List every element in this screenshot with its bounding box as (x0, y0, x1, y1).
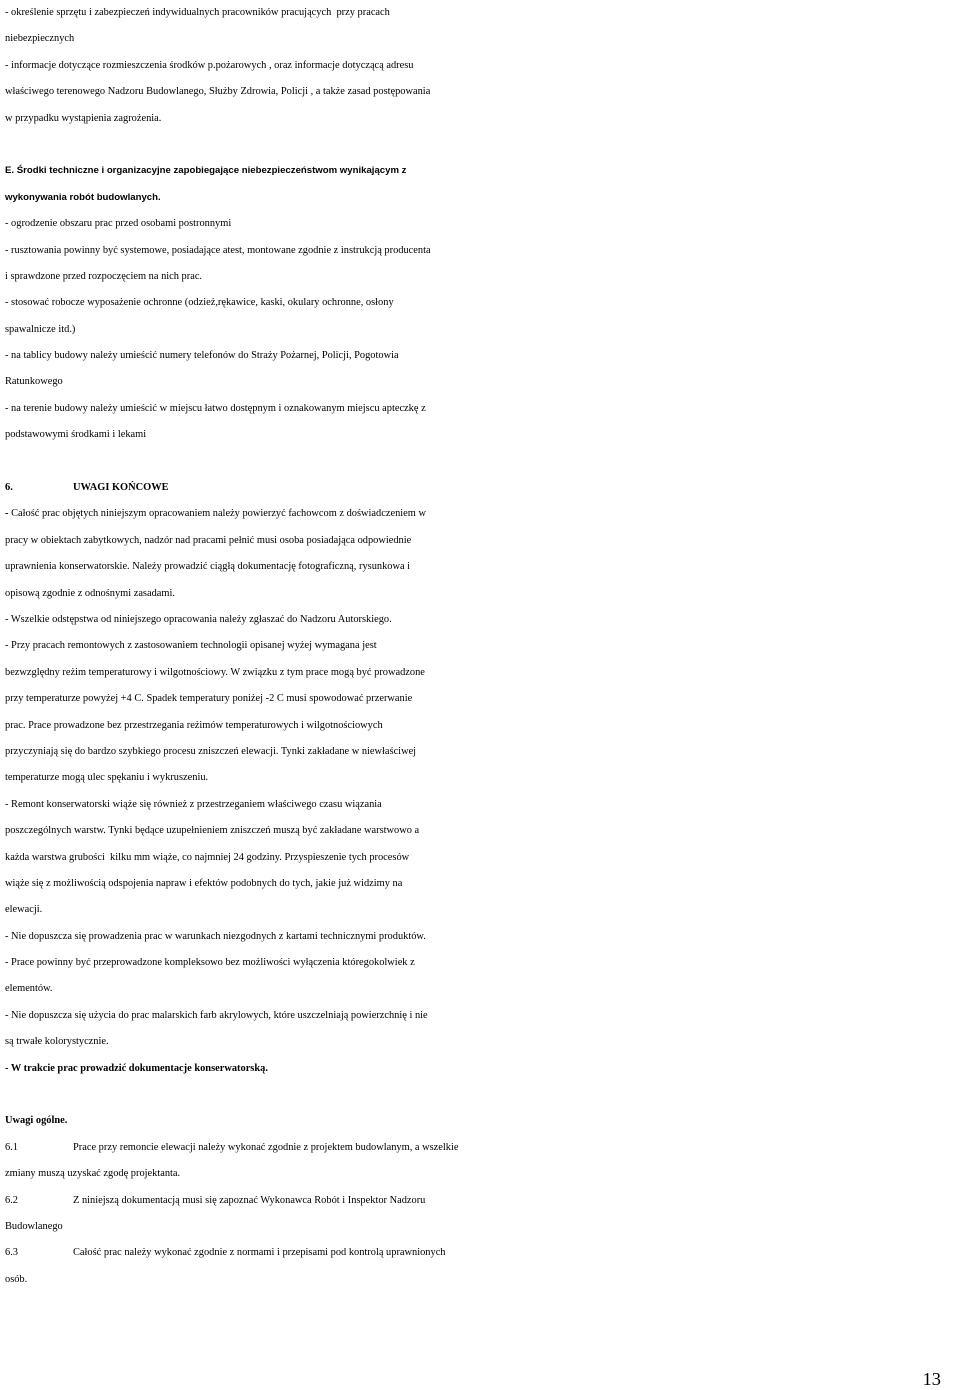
section-6-line: uprawnienia konserwatorskie. Należy prowadzić ciągłą dokumentację fotograficzną, rysunkowa i (5, 561, 411, 573)
intro-line: w przypadku wystąpienia zagrożenia. (5, 112, 162, 124)
intro-line: właściwego terenowego Nadzoru Budowlanego, Służby Zdrowia, Policji , a także zasad postępowania (5, 86, 431, 98)
section-e-line: - na terenie budowy należy umieścić w miejscu łatwo dostępnym i oznakowanym miejscu apteczkę z (5, 402, 426, 414)
section-6-line: elementów. (5, 983, 53, 995)
section-6-first-line: Całość prac objętych niniejszym opracowaniem należy powierzyć fachowcom z doświadczeniem w (8, 508, 426, 520)
section-6-first-dash: - (5, 508, 9, 520)
section-6-line: prac. Prace prowadzone bez przestrzegania reżimów temperaturowych i wilgotnościowych (5, 719, 383, 731)
section-6-line: - Nie dopuszcza się prowadzenia prac w warunkach niezgodnych z kartami technicznymi produktów. (5, 930, 426, 942)
section-6-line: poszczególnych warstw. Tynki będące uzupełnieniem zniszczeń muszą być zakładane warstwowo a (5, 825, 420, 837)
section-6-line: są trwałe kolorystycznie. (5, 1036, 109, 1048)
section-6-line: - Nie dopuszcza się użycia do prac malarskich farb akrylowych, które uszczelniają powierzchnię i nie (5, 1009, 428, 1021)
section-6-line: temperaturze mogą ulec spękaniu i wykruszeniu. (5, 772, 209, 784)
section-6-heading (5, 475, 960, 501)
section-6-line (5, 501, 960, 527)
section-6 (5, 475, 960, 1082)
intro-line: - określenie sprzętu i zabezpieczeń indywidualnych pracowników pracujących przy pracach (5, 7, 390, 18)
intro-line: niebezpiecznych (5, 33, 75, 45)
section-e-line: i sprawdzone przed rozpoczęciem na nich prac. (5, 270, 203, 282)
section-e-line: - ogrodzenie obszaru prac przed osobami postronnymi (5, 218, 232, 230)
section-e-line: - stosować robocze wyposażenie ochronne (odzież,rękawice, kaski, okulary ochronne, osłony (5, 297, 394, 309)
section-6-line: opisową zgodnie z odnośnymi zasadami. (5, 587, 175, 599)
section-6-line: przy temperaturze powyżej +4 C. Spadek temperatury poniżej -2 C musi spowodować przerwanie (5, 693, 413, 705)
section-6-line: bezwzględny reżim temperaturowy i wilgotnościowy. W związku z tym prace mogą być prowadzone (5, 666, 425, 678)
note-item-first (5, 1240, 960, 1266)
general-notes-heading: Uwagi ogólne. (5, 1115, 68, 1127)
note-item-first (5, 1188, 960, 1214)
note-text: Z niniejszą dokumentacją musi się zapoznać Wykonawca Robót i Inspektor Nadzoru (73, 1194, 426, 1206)
intro-line: - informacje dotyczące rozmieszczenia środków p.pożarowych , oraz informacje dotyczącą adresu (5, 59, 414, 71)
section-6-line: przyczyniają się do bardzo szybkiego procesu zniszczeń elewacji. Tynki zakładane w niewłaściwej (5, 745, 417, 757)
section-e-heading: wykonywania robót budowlanych. (5, 191, 161, 203)
section-e-line: podstawowymi środkami i lekami (5, 429, 147, 441)
note-number: 6.2 (5, 1194, 18, 1206)
section-6-line: - Wszelkie odstępstwa od niniejszego opracowania należy zgłaszać do Nadzoru Autorskiego. (5, 613, 392, 625)
section-6-number: 6. (5, 482, 13, 494)
section-6-line: - Prace powinny być przeprowadzone kompleksowo bez możliwości wyłączenia któregokolwiek z (5, 957, 415, 969)
section-e-heading: E. Środki techniczne i organizacyjne zapobiegające niebezpieczeństwom wynikającym z (5, 165, 407, 177)
section-e-line: Ratunkowego (5, 376, 63, 388)
section-6-line: - Przy pracach remontowych z zastosowaniem technologii opisanej wyżej wymagana jest (5, 640, 377, 652)
note-text: Całość prac należy wykonać zgodnie z normami i przepisami pod kontrolą uprawnionych (73, 1247, 446, 1259)
section-6-line: - Remont konserwatorski wiąże się również z przestrzeganiem właściwego czasu wiązania (5, 798, 382, 810)
note-text: Prace przy remoncie elewacji należy wykonać zgodnie z projektem budowlanym, a wszelkie (73, 1141, 459, 1153)
section-e-line: spawalnicze itd.) (5, 323, 76, 335)
section-6-line: każda warstwa grubości kilku mm wiąże, co najmniej 24 godziny. Przyspieszenie tych procesów (5, 851, 410, 863)
document-page (5, 0, 960, 1293)
page-number: 13 (922, 1369, 941, 1389)
section-e-line: - rusztowania powinny być systemowe, posiadające atest, montowane zgodnie z instrukcją producenta (5, 244, 431, 256)
note-item-cont: osób. (5, 1273, 28, 1285)
note-item-cont: zmiany muszą uzyskać zgodę projektanta. (5, 1168, 181, 1180)
section-6-line: wiąże się z możliwością odspojenia napraw i efektów podobnych do tych, jakie już widzimy na (5, 877, 403, 889)
note-item-first (5, 1135, 960, 1161)
section-6-closing: - W trakcie prac prowadzić dokumentacje konserwatorską. (5, 1062, 268, 1074)
section-6-line: pracy w obiektach zabytkowych, nadzór nad pracami pełnić musi osoba posiadająca odpowiednie (5, 534, 412, 546)
general-notes (5, 1108, 960, 1293)
section-e-line: - na tablicy budowy należy umieścić numery telefonów do Straży Pożarnej, Policji, Pogotowia (5, 350, 399, 362)
section-6-title: UWAGI KOŃCOWE (73, 482, 169, 494)
note-number: 6.1 (5, 1141, 18, 1153)
note-number: 6.3 (5, 1247, 18, 1259)
note-item-cont: Budowlanego (5, 1220, 63, 1232)
intro-list (5, 0, 960, 132)
section-e (5, 158, 960, 448)
section-6-line: elewacji. (5, 904, 43, 916)
